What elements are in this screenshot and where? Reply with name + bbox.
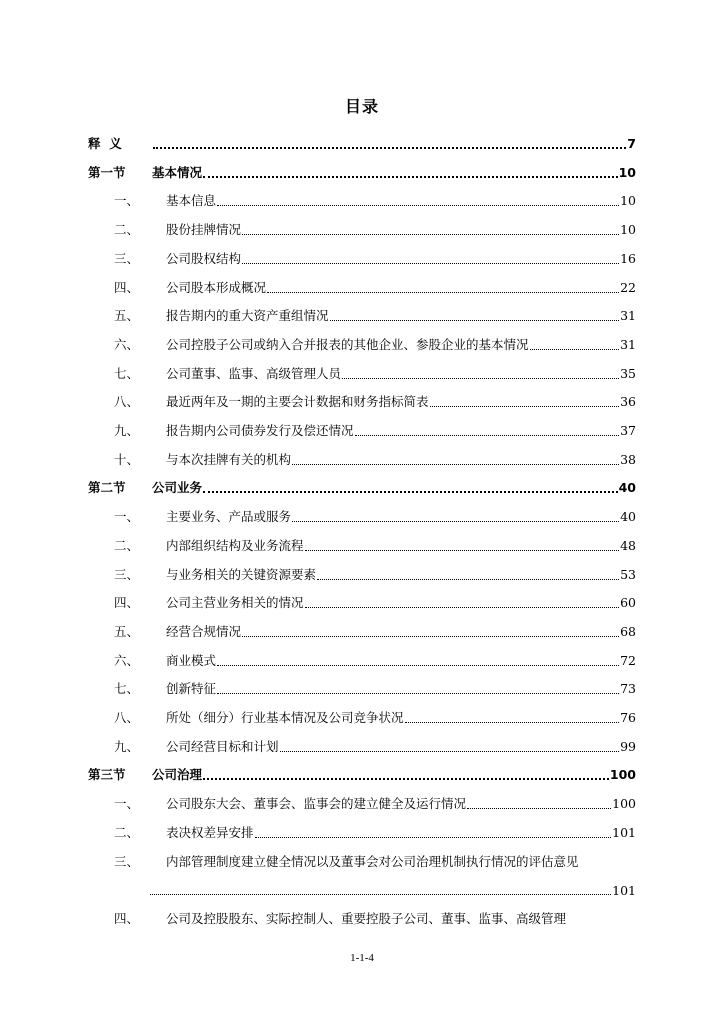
leader-dots <box>217 663 619 666</box>
toc-entry-number: 五、 <box>114 623 140 639</box>
leader-dots <box>203 489 618 493</box>
toc-section-entry[interactable] <box>88 476 636 496</box>
toc-entry[interactable] <box>88 706 636 726</box>
toc-page-number: 31 <box>620 308 636 324</box>
toc-page-number: 48 <box>620 537 636 553</box>
toc-entry-number: 第三节 <box>88 767 126 783</box>
toc-entry[interactable] <box>88 333 636 353</box>
toc-page-number: 7 <box>627 136 636 151</box>
toc-entry-number: 七、 <box>114 365 140 381</box>
toc-entry-number: 七、 <box>114 681 140 697</box>
toc-page-number: 36 <box>620 394 636 410</box>
leader-dots <box>355 433 620 436</box>
toc-page-number: 10 <box>620 193 636 209</box>
toc-entry-number: 释 义 <box>88 136 122 151</box>
leader-dots <box>305 548 620 551</box>
leader-dots <box>342 376 619 379</box>
toc-entry-title: 与业务相关的关键资源要素 <box>166 566 317 582</box>
toc-entry-number: 六、 <box>114 336 140 352</box>
toc-entry-number: 十、 <box>114 451 140 467</box>
toc-entry[interactable] <box>88 534 636 554</box>
toc-entry[interactable] <box>88 907 648 927</box>
toc-page-number: 40 <box>618 480 636 496</box>
leader-dots <box>242 232 619 235</box>
leader-dots <box>242 634 619 637</box>
toc-entry[interactable] <box>88 304 636 324</box>
toc-entry-title: 公司经营目标和计划 <box>166 738 279 754</box>
toc-entry[interactable] <box>88 362 636 382</box>
leader-dots <box>217 691 619 694</box>
toc-page-number: 73 <box>620 681 636 697</box>
toc-page-number: 37 <box>620 423 636 438</box>
toc-page-number: 22 <box>620 279 636 295</box>
toc-entry-number: 六、 <box>114 652 140 668</box>
leader-dots <box>280 749 620 752</box>
toc-entry[interactable] <box>88 792 636 812</box>
toc-entry[interactable] <box>88 563 636 583</box>
toc-page-number: 16 <box>620 250 636 266</box>
leader-dots <box>330 318 620 321</box>
toc-entry-title: 公司股权结构 <box>166 250 242 266</box>
toc-entry-number: 二、 <box>114 222 140 238</box>
toc-page-number: 60 <box>620 595 636 611</box>
toc-page-number: 101 <box>612 824 636 840</box>
toc-entry-title: 公司主营业务相关的情况 <box>166 595 304 611</box>
leader-dots <box>255 835 612 838</box>
toc-entry-title: 股份挂牌情况 <box>166 222 242 238</box>
toc-entry-title: 内部组织结构及业务流程 <box>166 537 304 553</box>
toc-entry-number: 第二节 <box>88 480 126 496</box>
toc-entry[interactable] <box>88 390 636 410</box>
toc-section-entry[interactable] <box>88 763 636 783</box>
toc-entry-title: 基本信息 <box>166 193 217 209</box>
toc-page-number: 100 <box>612 796 636 812</box>
leader-dots <box>292 462 619 465</box>
toc-entry[interactable] <box>88 189 636 209</box>
toc-entry-title: 内部管理制度建立健全情况以及董事会对公司治理机制执行情况的评估意见 <box>166 853 579 869</box>
leader-dots <box>267 290 619 293</box>
toc-entry[interactable] <box>88 419 636 439</box>
toc-entry[interactable] <box>88 677 636 697</box>
toc-entry-title: 商业模式 <box>166 652 217 668</box>
toc-entry-number: 八、 <box>114 394 140 410</box>
toc-entry-title: 主要业务、产品或服务 <box>166 509 292 525</box>
toc-entry-title: 公司董事、监事、高级管理人员 <box>166 365 342 381</box>
toc-entry-number: 四、 <box>114 910 140 926</box>
toc-page-number: 72 <box>620 652 636 668</box>
toc-page-number: 10 <box>618 164 636 180</box>
toc-section-entry[interactable] <box>88 132 636 152</box>
page-title: 目录 <box>344 97 379 116</box>
toc-page-number: 38 <box>620 451 636 467</box>
toc-entry-title: 表决权差异安排 <box>166 824 254 840</box>
toc-entry-title: 最近两年及一期的主要会计数据和财务指标简表 <box>166 394 429 410</box>
toc-entry-number: 三、 <box>114 566 140 582</box>
leader-dots <box>203 776 609 780</box>
toc-entry-title: 经营合规情况 <box>166 623 242 639</box>
leader-dots <box>405 720 620 723</box>
toc-entry[interactable] <box>88 448 636 468</box>
toc-page-number: 31 <box>620 336 636 352</box>
leader-dots <box>150 892 611 895</box>
toc-page-number: 53 <box>620 566 636 582</box>
leader-dots <box>203 174 618 178</box>
leader-dots <box>305 605 620 608</box>
toc-entry-title: 公司及控股股东、实际控制人、重要控股子公司、董事、监事、高级管理 <box>166 910 567 926</box>
toc-entry-title: 报告期内的重大资产重组情况 <box>166 308 329 324</box>
toc-page-number: 101 <box>612 883 636 899</box>
toc-entry-title: 公司业务 <box>152 480 203 496</box>
leader-dots <box>430 404 620 407</box>
toc-entry-title: 创新特征 <box>166 681 217 697</box>
toc-entry-number: 九、 <box>114 738 140 754</box>
toc-entry[interactable] <box>88 821 636 841</box>
toc-entry-title: 报告期内公司债券发行及偿还情况 <box>166 423 354 438</box>
toc-entry-number: 四、 <box>114 595 140 611</box>
toc-entry-title: 基本情况 <box>152 164 203 180</box>
leader-dots <box>242 261 619 264</box>
leader-dots <box>317 577 619 580</box>
toc-page-number: 40 <box>620 509 636 525</box>
toc-entry-number: 一、 <box>114 796 140 812</box>
toc-entry-number: 三、 <box>114 853 140 869</box>
toc-entry-number: 五、 <box>114 308 140 324</box>
toc-entry-number: 一、 <box>114 193 140 209</box>
leader-dots <box>467 806 611 809</box>
leader-dots <box>292 519 619 522</box>
leader-dots <box>530 347 620 350</box>
toc-entry[interactable] <box>88 735 636 755</box>
toc-entry-number: 二、 <box>114 537 140 553</box>
toc-entry[interactable] <box>88 649 636 669</box>
page-number: 1-1-4 <box>350 952 374 964</box>
toc-page-number: 10 <box>620 222 636 238</box>
toc-entry-number: 八、 <box>114 710 140 725</box>
toc-entry-title: 所处（细分）行业基本情况及公司竞争状况 <box>166 710 404 725</box>
toc-entry-title: 与本次挂牌有关的机构 <box>166 451 292 467</box>
toc-entry[interactable] <box>88 276 636 296</box>
toc-entry-number: 二、 <box>114 824 140 840</box>
toc-page-number: 76 <box>620 710 636 725</box>
toc-entry-continuation[interactable] <box>150 878 636 898</box>
toc-entry-number: 九、 <box>114 423 140 438</box>
toc-entry-title: 公司股本形成概况 <box>166 279 267 295</box>
toc-entry-number: 一、 <box>114 509 140 525</box>
toc-entry[interactable] <box>88 620 636 640</box>
toc-entry-title: 公司治理 <box>152 767 203 783</box>
toc-entry-title: 公司股东大会、董事会、监事会的建立健全及运行情况 <box>166 796 467 812</box>
toc-entry-number: 四、 <box>114 279 140 295</box>
toc-entry-number: 三、 <box>114 250 140 266</box>
leader-dots <box>153 145 626 149</box>
toc-entry-title: 公司控股子公司或纳入合并报表的其他企业、参股企业的基本情况 <box>166 336 529 352</box>
toc-section-entry[interactable] <box>88 161 636 181</box>
toc-page-number: 99 <box>620 738 636 754</box>
toc-entry[interactable] <box>88 591 636 611</box>
toc-entry[interactable] <box>88 850 648 870</box>
toc-page-number: 68 <box>620 623 636 639</box>
toc-entry[interactable] <box>88 218 636 238</box>
toc-entry[interactable] <box>88 247 636 267</box>
leader-dots <box>217 203 619 206</box>
toc-page-number: 100 <box>609 767 636 783</box>
toc-entry-number: 第一节 <box>88 164 126 180</box>
toc-page-number: 35 <box>620 365 636 381</box>
toc-entry[interactable] <box>88 505 636 525</box>
